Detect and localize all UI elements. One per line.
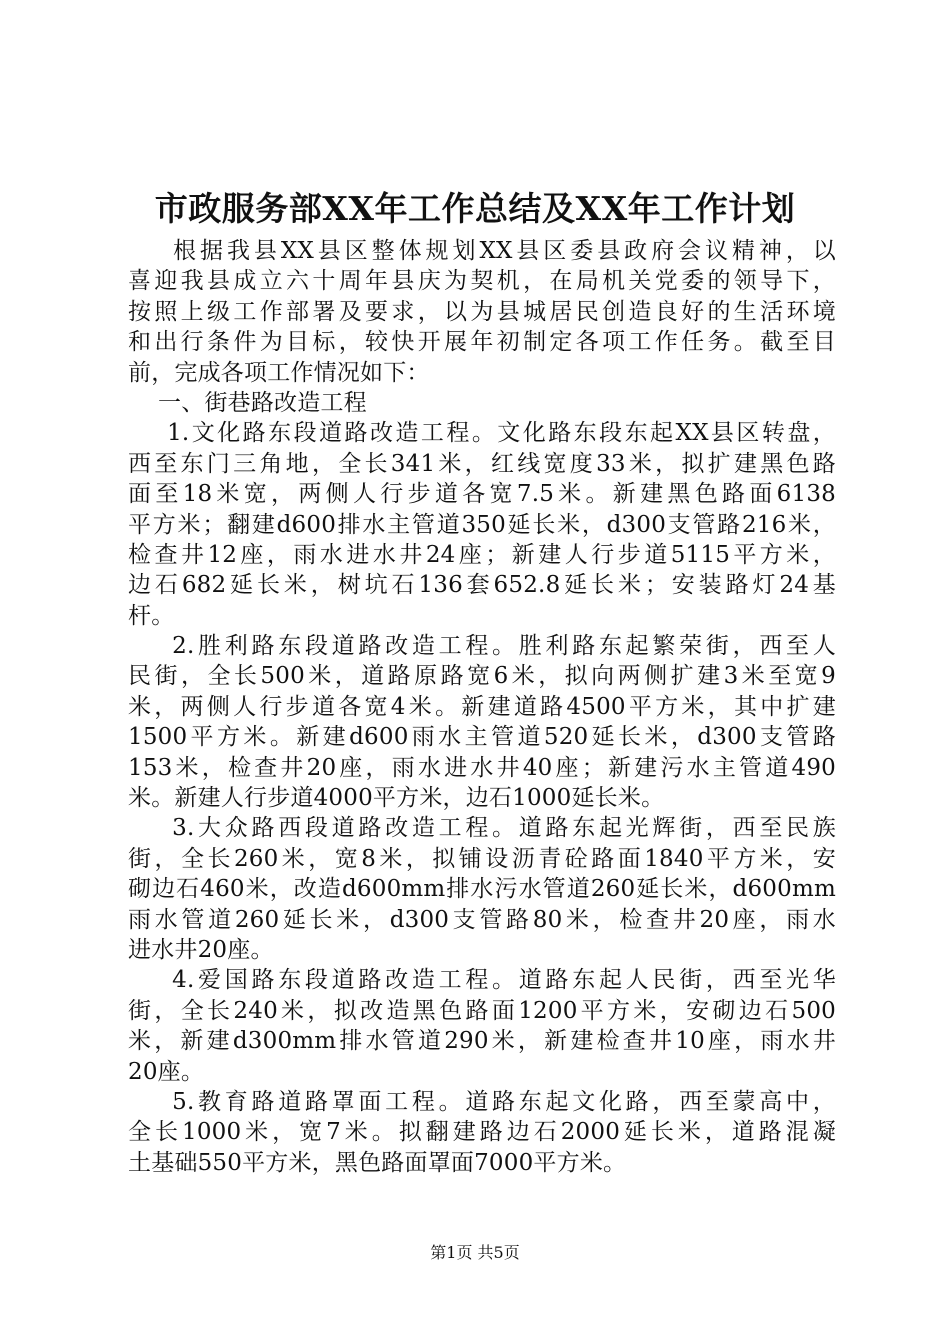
body-line: 砌边石460米，改造d600mm排水污水管道260延长米，d600mm	[128, 876, 836, 903]
body-line: 平方米；翻建d600排水主管道350延长米，d300支管路216米，	[128, 511, 836, 538]
body-line: 杆。	[128, 602, 175, 629]
body-line: 边石682延长米，树坑石136套652.8延长米；安装路灯24基	[128, 572, 836, 599]
body-line: 土基础550平方米，黑色路面罩面7000平方米。	[128, 1149, 627, 1176]
body-line: 米，新建d300mm排水管道290米，新建检查井10座，雨水井	[128, 1028, 836, 1055]
body-line: 喜迎我县成立六十周年县庆为契机，在局机关党委的领导下，	[128, 268, 836, 295]
body-line: 全长1000米，宽7米。拟翻建路边石2000延长米，道路混凝	[128, 1119, 836, 1146]
body-line: 街，全长240米，拟改造黑色路面1200平方米，安砌边石500	[128, 997, 836, 1024]
body-line: 20座。	[128, 1058, 205, 1085]
body-line: 检查井12座，雨水进水井24座；新建人行步道5115平方米，	[128, 541, 836, 568]
body-line: 按照上级工作部署及要求，以为县城居民创造良好的生活环境	[128, 298, 836, 325]
body-line: 民街，全长500米，道路原路宽6米，拟向两侧扩建3米至宽9	[128, 663, 836, 690]
body-line: 进水井20座。	[128, 936, 274, 963]
document-title: 市政服务部XX年工作总结及XX年工作计划	[154, 189, 796, 228]
section-heading: 一、街巷路改造工程	[128, 389, 367, 416]
page-footer: 第1页 共5页	[430, 1243, 520, 1262]
body-line: 米。新建人行步道4000平方米，边石1000延长米。	[128, 785, 665, 812]
body-line: 3.大众路西段道路改造工程。道路东起光辉街，西至民族	[128, 815, 836, 842]
body-line: 153米，检查井20座，雨水进水井40座；新建污水主管道490	[128, 754, 836, 781]
body-line: 面至18米宽，两侧人行步道各宽7.5米。新建黑色路面6138	[128, 481, 836, 508]
document-body	[128, 236, 836, 1178]
body-line: 2.胜利路东段道路改造工程。胜利路东起繁荣街，西至人	[128, 633, 836, 660]
body-line: 1.文化路东段道路改造工程。文化路东段东起XX县区转盘，	[128, 420, 836, 447]
body-line: 米，两侧人行步道各宽4米。新建道路4500平方米，其中扩建	[128, 693, 836, 720]
body-line: 西至东门三角地，全长341米，红线宽度33米，拟扩建黑色路	[128, 450, 836, 477]
body-line: 4.爱国路东段道路改造工程。道路东起人民街，西至光华	[128, 967, 836, 994]
body-line: 前，完成各项工作情况如下：	[128, 359, 430, 386]
body-line: 5.教育路道路罩面工程。道路东起文化路，西至蒙高中，	[128, 1088, 836, 1115]
body-line: 1500平方米。新建d600雨水主管道520延长米，d300支管路	[128, 724, 836, 751]
body-line: 和出行条件为目标，较快开展年初制定各项工作任务。截至目	[128, 329, 836, 356]
body-line: 根据我县XX县区整体规划XX县区委县政府会议精神，以	[128, 238, 836, 264]
body-line: 雨水管道260延长米，d300支管路80米，检查井20座，雨水	[128, 906, 836, 933]
body-line: 街，全长260米，宽8米，拟铺设沥青砼路面1840平方米，安	[128, 845, 836, 872]
